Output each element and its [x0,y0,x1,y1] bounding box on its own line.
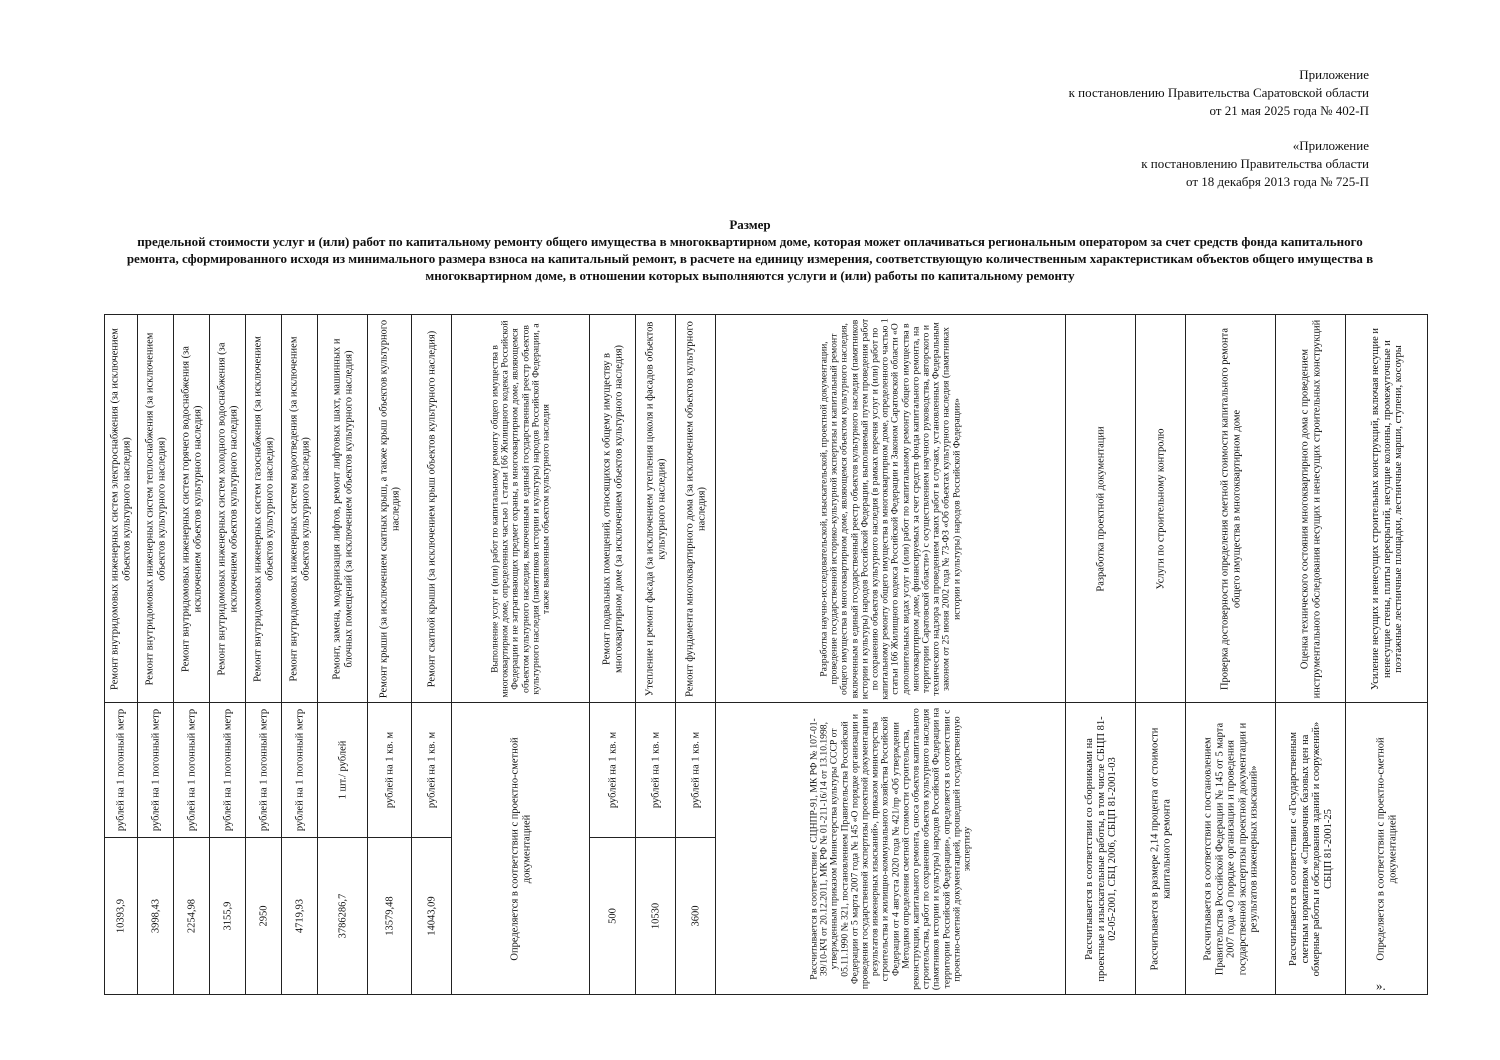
appendix-line: «Приложение [1292,138,1369,153]
work-name-cell [1066,315,1136,703]
value-cell [210,838,246,995]
work-name: Ремонт внутридомовых инженерных систем водоотведения (за исключением объектов культурного наследия) [288,336,311,681]
unit-text: рублей на 1 кв. м [649,731,661,809]
merged-cost-cell [716,703,1066,995]
work-name: Разработка научно-исследовательской, изыскательской, проектной документации, проведение государственной историко-культурной экспертизы и капитальный ремонт общего имущества в многоквартирном доме, являющемся объектом культурного наследия, включенным в единый государственный реестр объектов культурного наследия (памятников истории и культуры) народов Российской Федерации, выполняемый путем проведения работ по сохранению объектов культурного наследия (в рамках перечня услуг и (или) работ по капитальному ремонту общего имущества в многоквартирном доме, определенного частью 1 статьи 166 Жилищного кодекса Российской Федерации и Законом Саратовской области «О дополнительных видах услуг и (или) работ по капитальному ремонту общего имущества в многоквартирном доме, финансируемых за счет средств фонда капитального ремонта, на территории Саратовской области») с осуществлением научного руководства, авторского и технического надзора за проведением таких работ в случаях, установленных Федеральным законом от 25 июня 2002 года № 73-ФЗ «Об объектах культурного наследия (памятниках истории и культуры) народов Российской Федерации» [818,317,962,700]
unit-cell [105,703,138,838]
value-text: 3786286,7 [336,893,348,939]
merged-cost-text: Рассчитывается в соответствии со сборниками на проектные и изыскательные работы, в том числе СБЦП 81-02-05-2001, СБЦ 2006, СБЦП 81-2001-03 [1083,715,1118,982]
work-name: Ремонт внутридомовых инженерных систем горячего водоснабжения (за исключением объектов культурного наследия) [180,345,203,672]
value-cell [412,838,452,995]
appendix-line: Приложение [1299,67,1369,82]
work-name: Ремонт внутридомовых инженерных систем холодного водоснабжения (за исключением объектов культурного наследия) [216,342,239,675]
value-cell [105,838,138,995]
unit-text: рублей на 1 погонный метр [185,708,197,832]
unit-text: рублей на 1 кв. м [606,731,618,809]
cost-table [104,314,1428,995]
work-name: Оценка технического состояния многоквартирного дома с проведением инструментального обследования несущих и ненесущих строительных конструкций [1299,319,1322,698]
title-body: предельной стоимости услуг и (или) работ по капитальному ремонту общего имущества в многоквартирном доме, которая может оплачиваться региональным оператором за счет средств фонда капитального ремонта, сформированного исходя из минимального размера взноса на капитальный ремонт, в расчете на единицу измерения, соответствующую количественным характеристикам объектов общего имущества в многоквартирном доме, в отношении которых выполняются услуги и (или) работы по капитальному ремонту [126,234,1374,283]
work-name-cell [246,315,282,703]
work-name-cell [636,315,676,703]
merged-cost-text: Рассчитывается в размере 2,14 процента от стоимости капитального ремонта [1149,727,1172,970]
work-name: Ремонт подвальных помещений, относящихся к общему имуществу в многоквартирном доме (за исключением объектов культурного наследия) [601,344,624,673]
unit-text: рублей на 1 погонный метр [221,708,233,832]
value-text: 14043,09 [425,896,437,936]
work-name: Разработка проектной документации [1094,425,1106,592]
value-cell [676,838,716,995]
merged-cost-cell [1186,703,1276,995]
value-text: 3998,43 [149,898,161,934]
appendix-line: к постановлению Правительства Саратовской области [1068,85,1369,100]
work-name-cell [1186,315,1276,703]
work-name: Услуги по строительному контролю [1154,428,1166,589]
work-name: Ремонт, замена, модернизация лифтов, ремонт лифтовых шахт, машинных и блочных помещений (за исключением объектов культурного наследия) [331,337,354,680]
value-text: 4719,93 [293,898,305,934]
value-cell [368,838,412,995]
title-heading: Размер [729,217,771,232]
value-text: 2950 [257,905,269,927]
unit-text: 1 шт./ рублей [336,740,348,800]
appendix-line: к постановлению Правительства области [1141,156,1369,171]
work-name-cell [412,315,452,703]
appendix-header [1069,66,1369,120]
work-name-cell [590,315,636,703]
merged-cost-text: Рассчитывается в соответствии с «Государственным сметным нормативом «Справочник базовых цен на обмерные работы и обследования зданий и сооружений» СБЦП 81-2001-25 [1287,721,1333,976]
value-text: 3155,9 [221,901,233,931]
work-name: Ремонт внутридомовых инженерных систем газоснабжения (за исключением объектов культурного наследия) [252,335,275,682]
unit-cell [138,703,174,838]
work-name-cell [1136,315,1186,703]
appendix-line: от 18 декабря 2013 года № 725-П [1185,174,1369,189]
work-name-cell [676,315,716,703]
work-name: Утепление и ремонт фасада (за исключением утепления цоколя и фасадов объектов культурного наследия) [644,321,667,696]
unit-text: рублей на 1 кв. м [689,731,701,809]
merged-cost-text: Определяется в соответствии с проектно-сметной документацией [1375,736,1398,961]
work-name-cell [105,315,138,703]
value-text: 10530 [649,902,661,930]
value-cell [636,838,676,995]
work-name-cell [1276,315,1346,703]
work-name: Усиление несущих и ненесущих строительных конструкций, включая несущие и ненесущие стены, плиты перекрытий, несущие колонны, промежуточные и поэтажные лестничные площадки, лестничные марши, ступени, косоуры [1369,327,1404,690]
merged-cost-cell [1066,703,1136,995]
unit-text: рублей на 1 погонный метр [149,708,161,832]
value-text: 500 [606,908,618,924]
closing-quote: ». [1376,978,1386,993]
unit-cell [590,703,636,838]
unit-text: рублей на 1 кв. м [383,731,395,809]
work-name-cell [210,315,246,703]
document-title [110,216,1390,284]
value-text: 13579,48 [383,896,395,936]
unit-cell [636,703,676,838]
merged-cost-text: Определяется в соответствии с проектно-сметной документацией [509,736,532,961]
work-name: Ремонт фундамента многоквартирного дома (за исключением объектов культурного наследия) [684,320,707,697]
value-cell [282,838,318,995]
work-name: Ремонт внутридомовых инженерных систем электроснабжения (за исключением объектов культурного наследия) [109,327,132,690]
merged-cost-text: Рассчитывается в соответствии с СЦНПР-91, МК РФ № 107-01-39/10-КЧ от 20.12.2011, МК РФ № 01-211-16/14 от 13.10.1998, утвержденным приказом Министерства культуры СССР от 05.11.1990 № 321, постановлением Правительства Российской Федерации от 5 марта 2007 года № 145 «О порядке организации и проведения государственной экспертизы проектной документации и результатов инженерных изысканий», приказом министерства строительства и жилищно-коммунального хозяйства Российской Федерации от 4 августа 2020 года № 421/пр «Об утверждении Методики определения сметной стоимости строительства, реконструкции, капитального ремонта, сноса объектов капитального строительства, работ по сохранению объектов культурного наследия (памятников истории и культуры) народов Российской Федерации на территории Российской Федерации», определяется в соответствии с проектно-сметной документацией, прошедшей государственную экспертизу [807,707,972,990]
unit-text: рублей на 1 кв. м [425,731,437,809]
work-name-cell [174,315,210,703]
value-text: 3600 [689,905,701,927]
work-name-cell [138,315,174,703]
value-cell [590,838,636,995]
unit-text: рублей на 1 погонный метр [115,708,127,832]
value-text: 2254,98 [185,898,197,934]
original-appendix-header [1141,137,1369,191]
value-cell [138,838,174,995]
unit-cell [368,703,412,838]
merged-cost-cell [1276,703,1346,995]
merged-cost-cell [1346,703,1428,995]
work-name: Ремонт внутридомовых инженерных систем теплоснабжения (за исключением объектов культурного наследия) [144,332,167,685]
unit-cell [174,703,210,838]
work-name: Ремонт крыши (за исключением скатных крыш, а также крыш объектов культурного наследия) [378,319,401,698]
unit-cell [282,703,318,838]
value-cell [246,838,282,995]
work-name-cell [716,315,1066,703]
unit-cell [676,703,716,838]
merged-cost-cell [452,703,590,995]
work-name: Выполнение услуг и (или) работ по капитальному ремонту общего имущества в многоквартирном доме, определенных частью 1 статьи 166 Жилищного кодекса Российской Федерации и не затрагивающих предмет охраны, в многоквартирном доме, являющемся объектом культурного наследия, включенным в единый государственный реестр объектов культурного наследия (памятников истории и культуры) народов Российской Федерации, а также выявленным объектом культурного наследия [488,320,551,697]
work-name-cell [318,315,368,703]
merged-cost-cell [1136,703,1186,995]
value-cell [174,838,210,995]
unit-cell [246,703,282,838]
work-name-cell [282,315,318,703]
work-name-cell [1346,315,1428,703]
unit-text: рублей на 1 погонный метр [293,708,305,832]
appendix-line: от 21 мая 2025 года № 402-П [1209,103,1369,118]
merged-cost-text: Рассчитывается в соответствии с постановлением Правительства Российской Федерации № 145 от 5 марта 2007 года «О порядке организации и проведения государственной экспертизы проектной документации и результатов инженерных изысканий» [1201,722,1259,975]
work-name-cell [368,315,412,703]
unit-cell [318,703,368,838]
unit-text: рублей на 1 погонный метр [257,708,269,832]
value-cell [318,838,368,995]
work-name-cell [452,315,590,703]
work-name: Проверка достоверности определения сметной стоимости капитального ремонта общего имущества в многоквартирном доме [1219,327,1242,690]
value-text: 10393,9 [115,898,127,934]
work-name: Ремонт скатной крыши (за исключением крыш объектов культурного наследия) [425,330,437,687]
unit-cell [210,703,246,838]
unit-cell [412,703,452,838]
